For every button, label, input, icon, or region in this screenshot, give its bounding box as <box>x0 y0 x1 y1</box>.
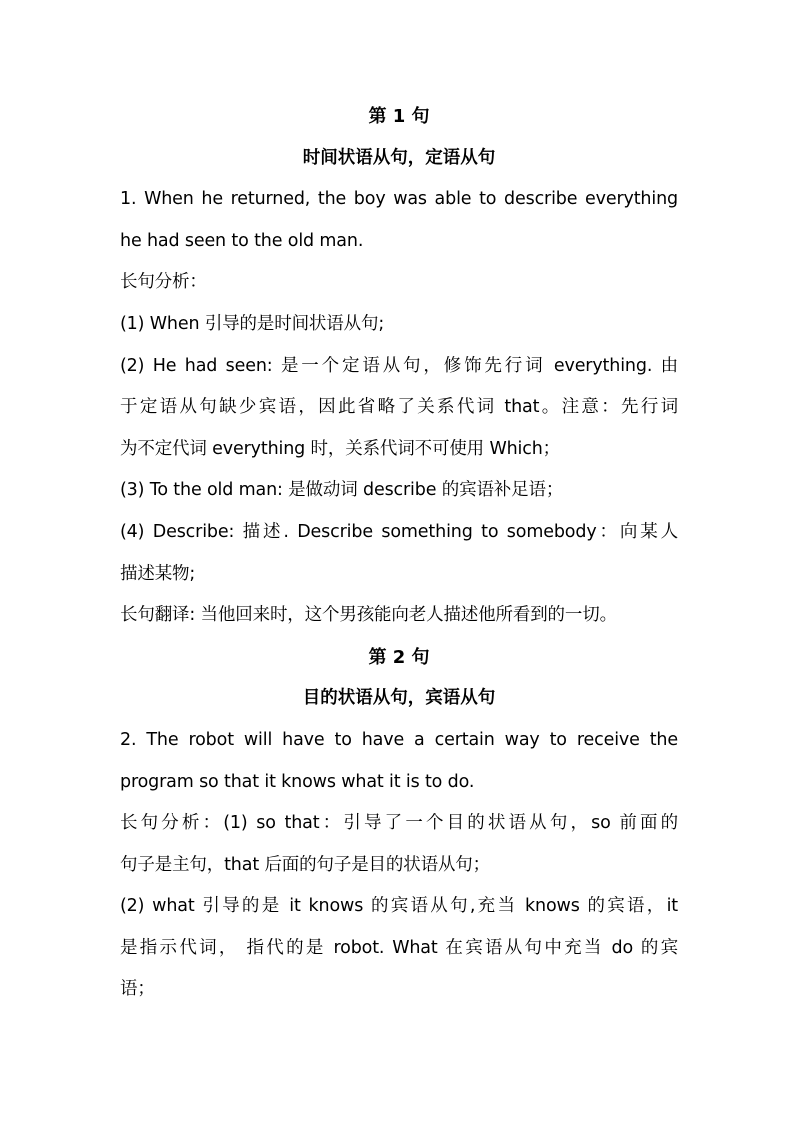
sentence-1-analysis-item-4-line-2: 描述某物; <box>120 563 196 584</box>
sentence-1-analysis-item-2-line-1: (2) He had seen: 是一个定语从句，修饰先行词 everything. 由 <box>120 355 678 376</box>
sentence-2-analysis-item-2-line-3: 语； <box>120 979 155 1000</box>
sentence-2-subheading: 目的状语从句，宾语从句 <box>302 688 496 709</box>
sentence-2-analysis-item-2-line-2: 是指示代词， 指代的是 robot. What 在宾语从句中充当 do 的宾 <box>120 937 678 958</box>
sentence-1-translation: 长句翻译: 当他回来时，这个男孩能向老人描述他所看到的一切。 <box>120 605 617 626</box>
sentence-1-analysis-item-1: (1) When 引导的是时间状语从句; <box>120 313 385 334</box>
sentence-1-subheading: 时间状语从句，定语从句 <box>302 147 496 168</box>
sentence-2-analysis-item-1-line-1: 长句分析：(1) so that：引导了一个目的状语从句，so 前面的 <box>120 813 678 834</box>
sentence-2-heading: 第 2 句 <box>368 646 430 668</box>
sentence-1-heading: 第 1 句 <box>368 106 430 127</box>
sentence-1-analysis-item-3: (3) To the old man: 是做动词 describe 的宾语补足语； <box>120 480 564 501</box>
sentence-1-text-line-1: 1. When he returned, the boy was able to describe everything <box>120 189 678 210</box>
sentence-1-text-line-2: he had seen to the old man. <box>120 230 364 251</box>
sentence-2-text-line-2: program so that it knows what it is to do. <box>120 771 475 792</box>
sentence-1-analysis-item-2-line-3: 为不定代词 everything 时，关系代词不可使用 Which； <box>120 438 561 459</box>
sentence-1-analysis-item-4-line-1: (4) Describe: 描述. Describe something to somebody：向某人 <box>120 521 678 542</box>
sentence-2-text-line-1: 2. The robot will have to have a certain way to receive the <box>120 729 678 750</box>
sentence-2-analysis-item-2-line-1: (2) what 引导的是 it knows 的宾语从句,充当 knows 的宾语，it <box>120 896 678 917</box>
sentence-1-analysis-item-2-line-2: 于定语从句缺少宾语，因此省略了关系代词 that。注意：先行词 <box>120 397 678 418</box>
sentence-2-analysis-item-1-line-2: 句子是主句，that 后面的句子是目的状语从句； <box>120 854 490 875</box>
document-body <box>120 96 678 1011</box>
sentence-1-analysis-label: 长句分析： <box>120 272 207 293</box>
